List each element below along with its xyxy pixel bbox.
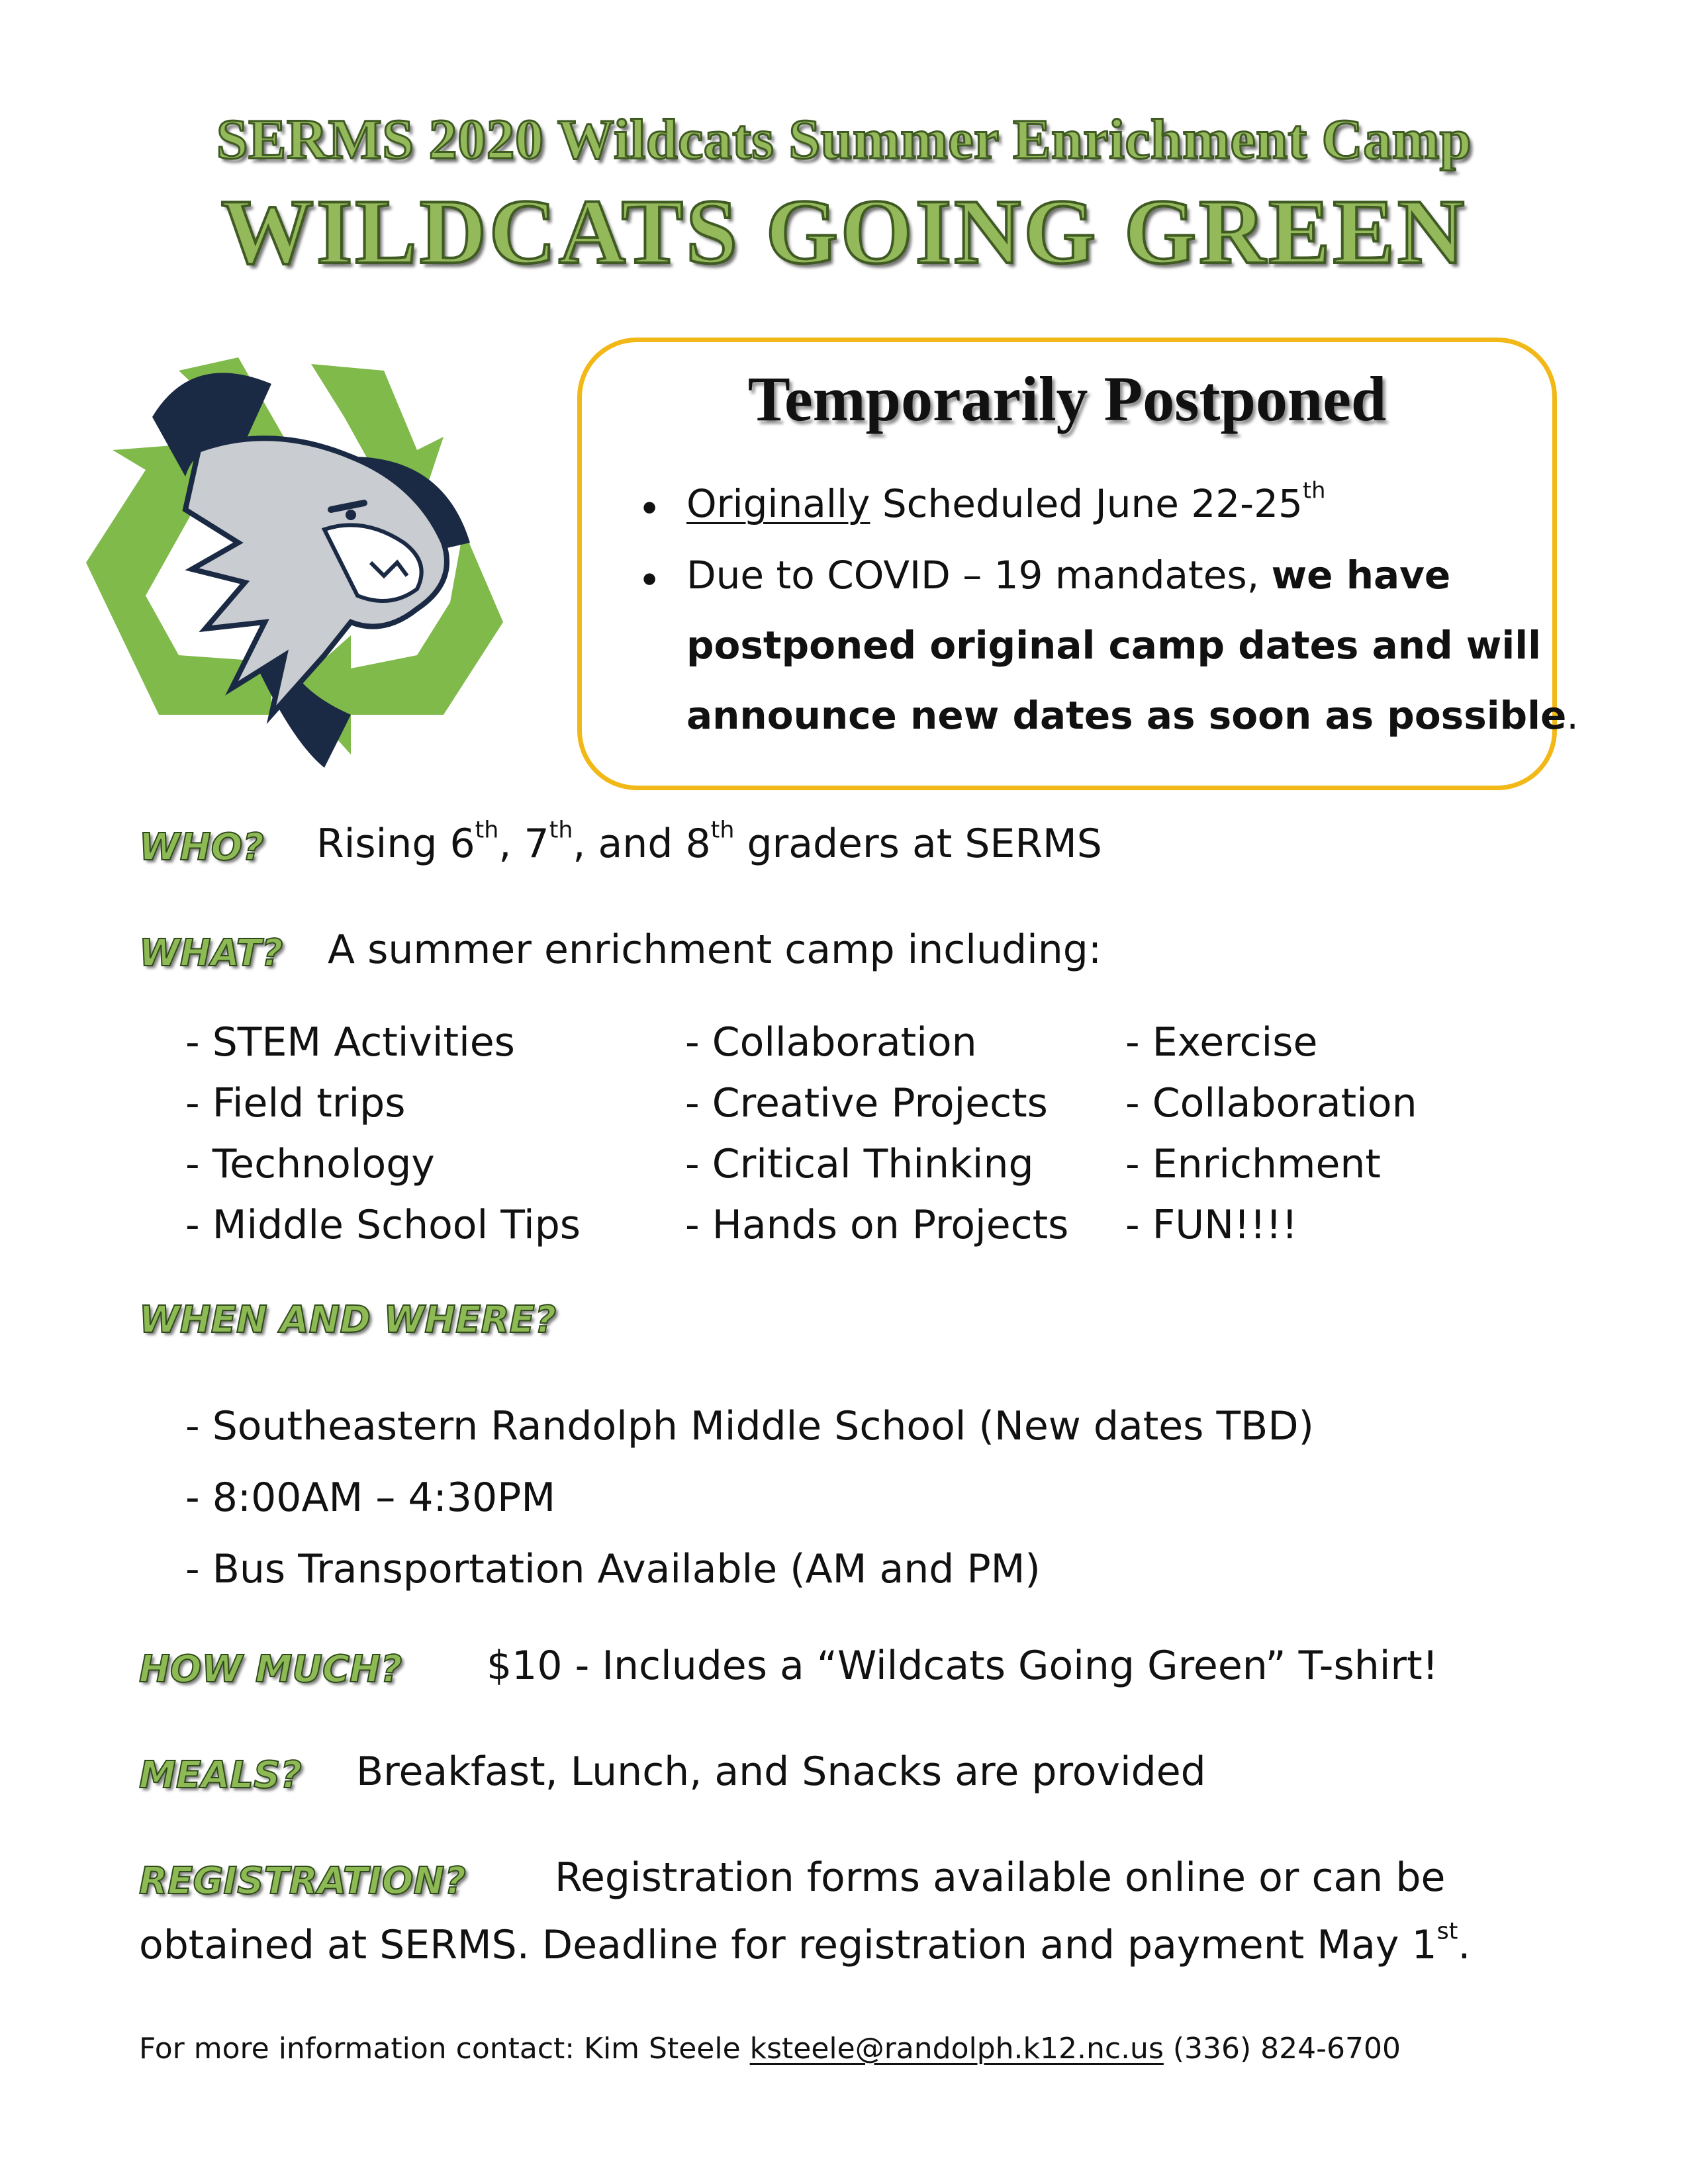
recycle-wildcat-logo-icon	[73, 344, 536, 794]
registration-line2	[139, 1918, 1471, 1968]
reg-sup: st	[1436, 1918, 1458, 1945]
who-part: graders at SERMS	[734, 821, 1102, 867]
who-text	[316, 817, 1102, 867]
what-list-item: - FUN!!!!	[1125, 1202, 1298, 1248]
registration-label: REGISTRATION?	[139, 1860, 466, 1903]
contact-email-link[interactable]: ksteele@randolph.k12.nc.us	[749, 2032, 1164, 2066]
who-sup: th	[710, 817, 735, 844]
contact-phone: (336) 824-6700	[1163, 2032, 1401, 2066]
camp-title: SERMS 2020 Wildcats Summer Enrichment Camp	[216, 107, 1472, 171]
covid-bold-line3: announce new dates as soon as possible	[686, 693, 1567, 738]
covid-text: Due to COVID – 19 mandates,	[686, 553, 1272, 598]
registration-deadline: obtained at SERMS. Deadline for registration and payment May 1	[139, 1922, 1437, 1968]
camp-theme-title: WILDCATS GOING GREEN	[220, 181, 1468, 283]
registration-line1: Registration forms available online or can be	[555, 1854, 1446, 1901]
who-label: WHO?	[139, 826, 264, 869]
sup-text: th	[1302, 477, 1326, 504]
what-list-item: - Technology	[185, 1141, 435, 1187]
what-list-item: - Critical Thinking	[685, 1141, 1034, 1187]
notice-covid-line1	[686, 553, 1450, 598]
notice-heading: Temporarily Postponed	[747, 363, 1387, 434]
who-part: , and 8	[573, 821, 711, 867]
bullet-icon: ●	[643, 570, 657, 587]
notice-covid-line3	[686, 693, 1579, 738]
when-list-item: - Southeastern Randolph Middle School (New dates TBD)	[185, 1403, 1314, 1449]
how-much-label: HOW MUCH?	[139, 1648, 402, 1691]
what-list-item: - Hands on Projects	[685, 1202, 1069, 1248]
who-sup: th	[475, 817, 499, 844]
what-label: WHAT?	[139, 932, 283, 975]
what-list-item: - Exercise	[1125, 1019, 1318, 1066]
who-part: Rising 6	[316, 821, 475, 867]
when-list-item: - 8:00AM – 4:30PM	[185, 1475, 556, 1521]
period-text: .	[1566, 693, 1579, 738]
notice-original-dates	[686, 477, 1326, 526]
bullet-icon: ●	[643, 498, 657, 516]
originally-text: Originally	[686, 481, 870, 526]
when-list-item: - Bus Transportation Available (AM and PM)	[185, 1546, 1041, 1592]
scheduled-text: Scheduled June 22-25	[870, 481, 1303, 526]
who-part: , 7	[498, 821, 549, 867]
covid-bold-line2: postponed original camp dates and will	[686, 623, 1542, 668]
what-list-item: - Collaboration	[1125, 1080, 1417, 1126]
what-text: A summer enrichment camp including:	[328, 927, 1102, 973]
covid-bold-text: we have	[1271, 553, 1451, 598]
what-list-item: - Field trips	[185, 1080, 406, 1126]
meals-text: Breakfast, Lunch, and Snacks are provided	[356, 1749, 1206, 1795]
who-sup: th	[549, 817, 573, 844]
postponed-notice	[577, 338, 1579, 790]
contact-prefix: For more information contact: Kim Steele	[139, 2032, 750, 2066]
notice-covid-line2	[686, 623, 1541, 668]
period-text: .	[1458, 1922, 1471, 1968]
meals-label: MEALS?	[139, 1754, 302, 1797]
what-list-item: - Creative Projects	[685, 1080, 1048, 1126]
how-much-text: $10 - Includes a “Wildcats Going Green” T-shirt!	[487, 1643, 1438, 1689]
what-list-item: - Collaboration	[685, 1019, 977, 1066]
what-list-item: - Enrichment	[1125, 1141, 1381, 1187]
contact-footer	[139, 2032, 1401, 2066]
what-list-item: - Middle School Tips	[185, 1202, 581, 1248]
when-where-label: WHEN AND WHERE?	[139, 1298, 557, 1342]
what-list-item: - STEM Activities	[185, 1019, 515, 1066]
